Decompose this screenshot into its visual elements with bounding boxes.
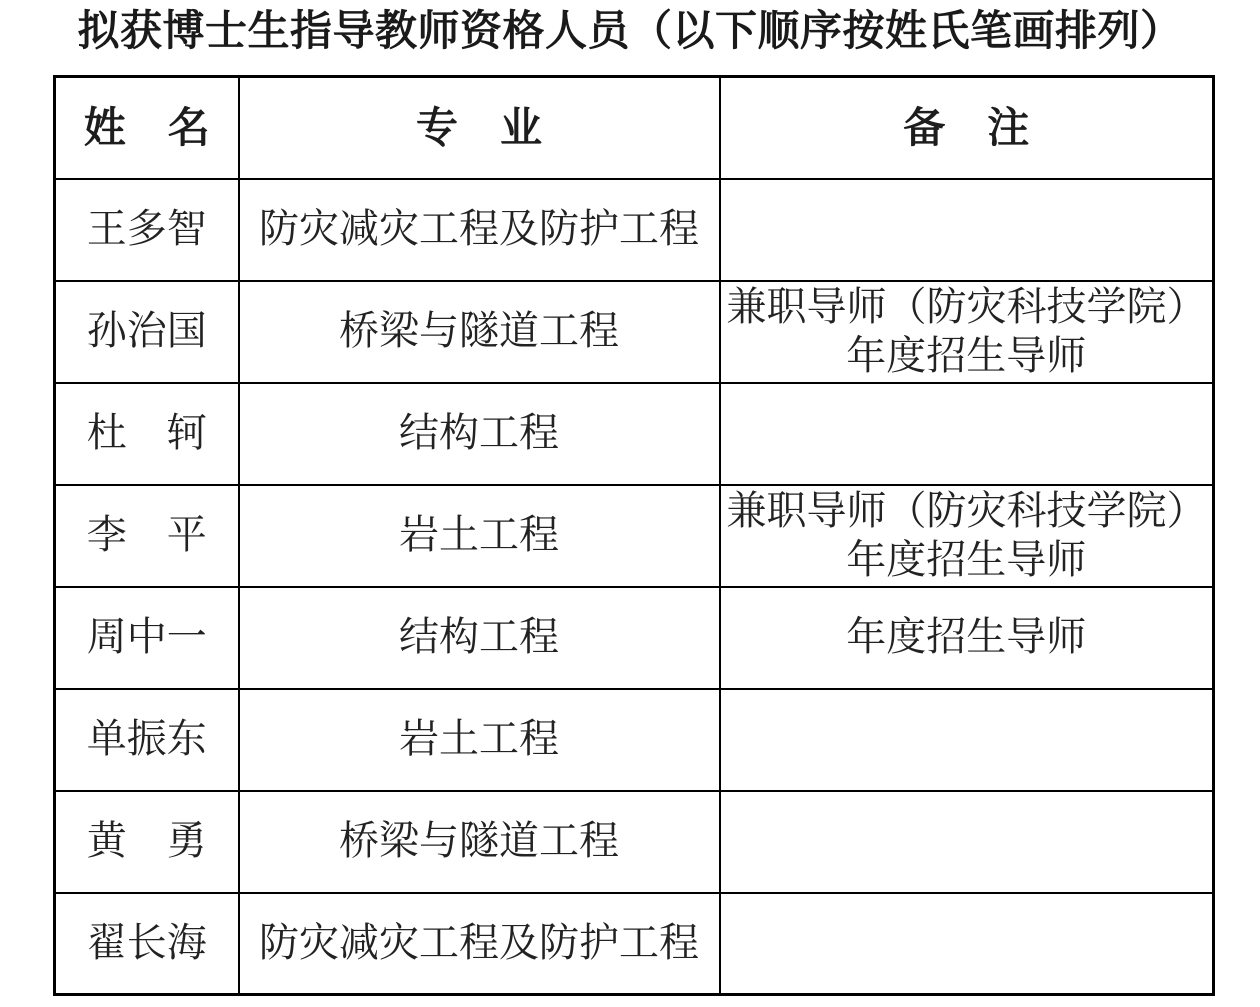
remark-cell: [720, 485, 1214, 587]
table-row: [55, 893, 1214, 995]
supervisors-table: [53, 75, 1215, 996]
remark-cell: [720, 281, 1214, 383]
page-title: 拟获博士生指导教师资格人员（以下顺序按姓氏笔画排列）: [77, 9, 1183, 55]
name-cell: 孙治国: [55, 281, 239, 383]
remark-line: 兼职导师（防灾科技学院）: [726, 284, 1207, 329]
column-header-name: 姓 名: [55, 77, 239, 179]
table-header-row: [55, 77, 1214, 179]
table-row: [55, 587, 1214, 689]
name-cell: 杜 轲: [55, 383, 239, 485]
name-cell: 单振东: [55, 689, 239, 791]
remark-cell: [720, 179, 1214, 281]
major-cell: 岩土工程: [239, 485, 720, 587]
major-cell: 防灾减灾工程及防护工程: [239, 893, 720, 995]
name-cell: 黄 勇: [55, 791, 239, 893]
name-cell: 李 平: [55, 485, 239, 587]
remark-line: 年度招生导师: [846, 537, 1087, 582]
column-header-major: 专 业: [239, 77, 720, 179]
major-cell: 结构工程: [239, 383, 720, 485]
remark-cell: [720, 791, 1214, 893]
remark-line: 年度招生导师: [846, 615, 1087, 659]
name-cell: 周中一: [55, 587, 239, 689]
table-row: [55, 383, 1214, 485]
name-cell: 翟长海: [55, 893, 239, 995]
major-cell: 防灾减灾工程及防护工程: [239, 179, 720, 281]
remark-cell: [720, 893, 1214, 995]
table-row: [55, 281, 1214, 383]
table-row: [55, 689, 1214, 791]
major-cell: 桥梁与隧道工程: [239, 791, 720, 893]
major-cell: 岩土工程: [239, 689, 720, 791]
remark-cell: [720, 587, 1214, 689]
remark-cell: [720, 383, 1214, 485]
column-header-remark: 备 注: [720, 77, 1214, 179]
remark-line: 年度招生导师: [846, 333, 1087, 378]
major-cell: 结构工程: [239, 587, 720, 689]
table-row: [55, 791, 1214, 893]
table-row: [55, 485, 1214, 587]
major-cell: 桥梁与隧道工程: [239, 281, 720, 383]
name-cell: 王多智: [55, 179, 239, 281]
remark-line: 兼职导师（防灾科技学院）: [726, 488, 1207, 533]
table-row: [55, 179, 1214, 281]
remark-cell: [720, 689, 1214, 791]
